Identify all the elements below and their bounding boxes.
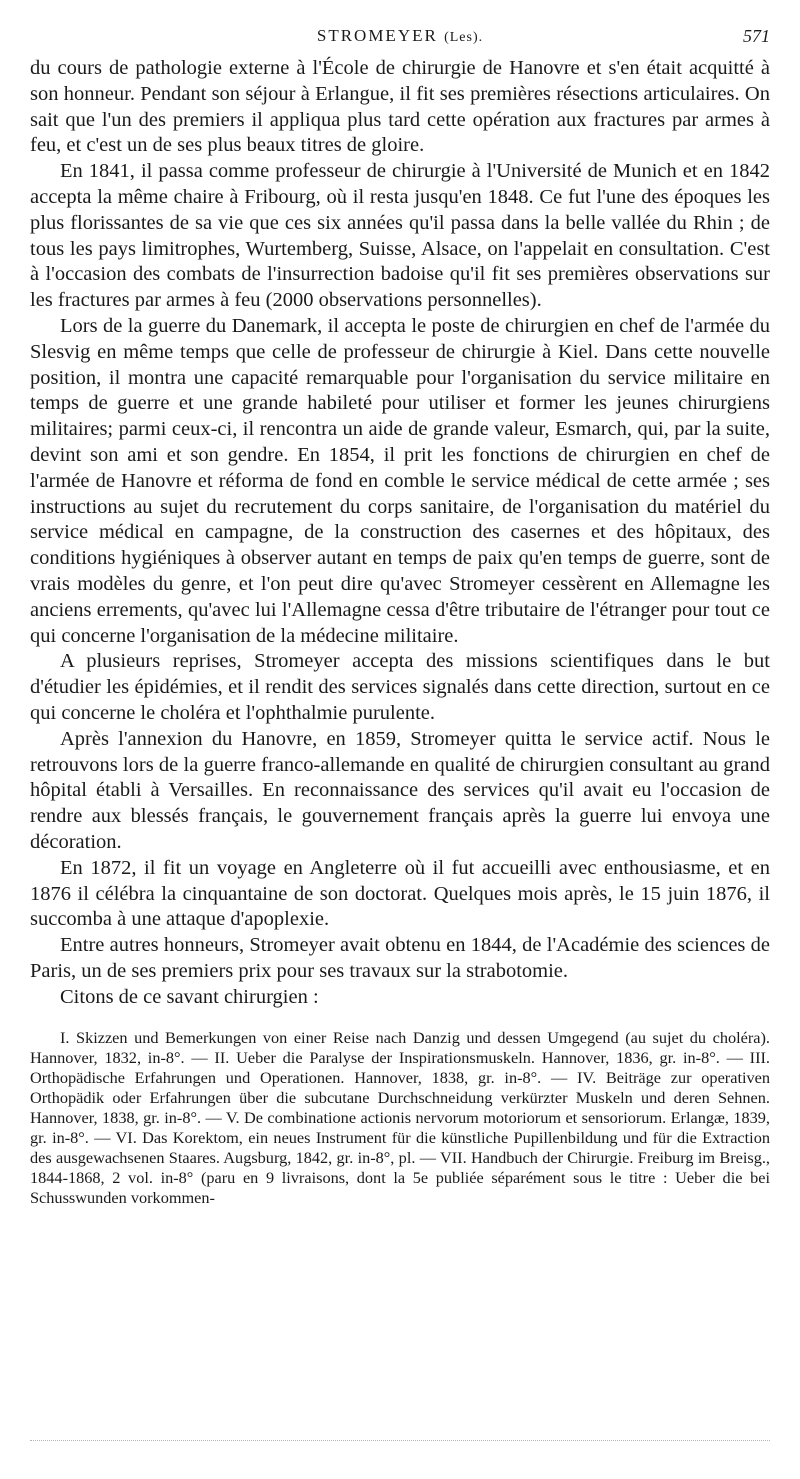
- bibliography-text: I. Skizzen und Bemerkungen von einer Reise nach Danzig und dessen Umgegend (au sujet du choléra). Hannover, 1832, in-8°. — II. Ueber die Paralyse der Inspirationsmuskeln. Hannover, 1836, gr. in-8°. — III. Orthopädische Erfahrungen und Operationen. Hannover, 1838, gr. in-8°. — IV. Beiträge zur operativen Orthopädik oder Erfahrungen über die subcutane Durchschneidung verkürzter Muskeln und deren Sehnen. Hannover, 1838, gr. in-8°. — V. De combinatione actionis nervorum motoriorum et sensoriorum. Erlangæ, 1839, gr. in-8°. — VI. Das Korektom, ein neues Instrument für die künstliche Pupillenbildung und für die Extraction des ausgewachsenen Staares. Augsburg, 1842, gr. in-8°, pl. — VII. Handbuch der Chirurgie. Freiburg im Breisg., 1844-1868, 2 vol. in-8° (paru en 9 livraisons, dont la 5e publiée séparément sous le titre : Ueber die bei Schusswunden vorkommen-: [30, 1028, 770, 1208]
- running-title-name: STROMEYER: [316, 26, 438, 45]
- bibliography: [30, 1028, 770, 1208]
- paragraph: du cours de pathologie externe à l'École de chirurgie de Hanovre et s'en était acquitté à son honneur. Pendant son séjour à Erlangue, il fit ses premières résections articulaires. On sait que l'un des premiers il appliqua plus tard cette opération aux fractures par armes à feu, et c'est un de ses plus beaux titres de gloire.: [30, 57, 770, 157]
- paragraph: Entre autres honneurs, Stromeyer avait obtenu en 1844, de l'Académie des sciences de Paris, un de ses premiers prix pour ses travaux sur la strabotomie.: [30, 934, 770, 982]
- paragraph: En 1872, il fit un voyage en Angleterre où il fut accueilli avec enthousiasme, et en 1876 il célébra la cinquantaine de son doctorat. Quelques mois après, le 15 juin 1876, il succomba à une attaque d'apoplexie.: [30, 856, 770, 931]
- paragraph: Citons de ce savant chirurgien :: [60, 985, 319, 1008]
- paragraph: Après l'annexion du Hanovre, en 1859, Stromeyer quitta le service actif. Nous le retrouvons lors de la guerre franco-allemande en qualité de chirurgien consultant au grand hôpital établi à Versailles. En reconnaissance des services qu'il avait eu l'occasion de rendre aux blessés français, le gouvernement français après la guerre lui envoya une décoration.: [30, 727, 770, 853]
- bottom-rule: [30, 1440, 770, 1441]
- paragraph: A plusieurs reprises, Stromeyer accepta des missions scientifiques dans le but d'étudier les épidémies, et il rendit des services signalés dans cette direction, surtout en ce qui concerne le choléra et l'ophthalmie purulente.: [30, 650, 770, 724]
- page-number: 571: [743, 26, 770, 46]
- paragraph: En 1841, il passa comme professeur de chirurgie à l'Université de Munich et en 1842 accepta la même chaire à Fribourg, où il resta jusqu'en 1848. Ce fut l'une des époques les plus florissantes de sa vie que ces six années qu'il passa dans la belle vallée du Rhin ; de tous les pays limitrophes, Wurtemberg, Suisse, Alsace, on l'appelait en consultation. C'est à l'occasion des combats de l'insurrection badoise qu'il fit ses premières observations sur les fractures par armes à feu (2000 observations personnelles).: [30, 160, 770, 312]
- body-text: [30, 56, 770, 1010]
- running-title-suffix: (Les).: [444, 30, 484, 45]
- document-page: [30, 0, 770, 1208]
- running-title: [30, 26, 770, 46]
- paragraph: Lors de la guerre du Danemark, il accepta le poste de chirurgien en chef de l'armée du Slesvig en même temps que celle de professeur de chirurgie à Kiel. Dans cette nouvelle position, il montra une capacité remarquable pour l'organisation du service militaire en temps de guerre et une grande habileté pour utiliser et former les jeunes chirurgiens militaires; parmi ceux-ci, il rencontra un aide de grande valeur, Esmarch, qui, par la suite, devint son ami et son gendre. En 1854, il prit les fonctions de chirurgien en chef de l'armée de Hanovre et réforma de fond en comble le service médical de cette armée ; ses instructions au sujet du recrutement du corps sanitaire, de l'organisation du matériel du service médical en campagne, de la construction des casernes et des hôpitaux, des conditions hygiéniques à observer autant en temps de paix qu'en temps de guerre, sont de vrais modèles du genre, et l'on peut dire qu'avec Stromeyer cessèrent en Allemagne les anciens errements, qu'avec lui l'Allemagne cessa d'être tributaire de l'étranger pour tout ce qui concerne l'organisation de la médecine militaire.: [30, 314, 770, 647]
- page-header: [30, 26, 770, 56]
